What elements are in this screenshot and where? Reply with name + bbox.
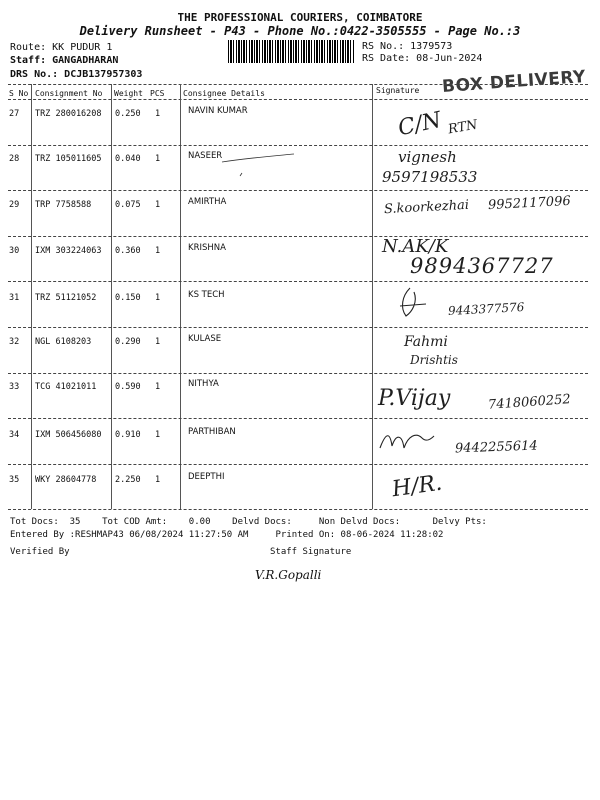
column-divider (180, 84, 181, 509)
table-header-rule (8, 99, 588, 100)
row-pcs: 1 (155, 337, 161, 347)
company-name: THE PROFESSIONAL COURIERS, COIMBATORE (177, 11, 423, 24)
totals-line: Tot Docs: 35 Tot COD Amt: 0.00 Delvd Docs: Non Delvd Docs: Delvy Pts: (10, 517, 487, 527)
row-signature: Fahmi (404, 334, 448, 350)
row-sno: 29 (9, 200, 20, 210)
column-divider (372, 84, 373, 509)
verified-by-label: Verified By (10, 547, 70, 557)
row-sno: 32 (9, 337, 20, 347)
row-pcs: 1 (155, 109, 161, 119)
row-sno: 28 (9, 154, 20, 164)
row-weight: 0.150 (115, 293, 141, 303)
row-signature-phone: 7418060252 (487, 392, 572, 413)
rs-date: RS Date: 08-Jun-2024 (362, 53, 483, 64)
row-signature-note: RTN (446, 117, 479, 138)
row-consignment: NGL 6108203 (35, 337, 92, 347)
row-consignment: TRP 7758588 (35, 200, 92, 210)
row-consignee: KS TECH (188, 290, 225, 300)
staff-label: Staff: GANGADHARAN (10, 55, 119, 66)
row-separator (8, 327, 588, 328)
row-consignee: NITHYA (188, 379, 219, 389)
row-weight: 2.250 (115, 475, 141, 485)
row-weight: 0.360 (115, 246, 141, 256)
box-delivery-stamp: BOX DELIVERY (441, 67, 587, 97)
row-separator (8, 145, 588, 146)
signature-scribble (376, 426, 436, 456)
row-sno: 31 (9, 293, 20, 303)
pen-scribble (218, 150, 298, 180)
row-sno: 34 (9, 430, 20, 440)
row-sno: 35 (9, 475, 20, 485)
column-divider (111, 84, 112, 509)
row-consignee: KRISHNA (188, 243, 226, 253)
row-consignment: IXM 303224063 (35, 246, 102, 256)
col-header-weight: Weight (114, 89, 143, 98)
row-weight: 0.590 (115, 382, 141, 392)
row-consignee: NASEER (188, 151, 223, 161)
col-header-sno: S No (9, 89, 29, 98)
row-pcs: 1 (155, 293, 161, 303)
row-pcs: 1 (155, 430, 161, 440)
row-consignee: KULASE (188, 334, 222, 344)
row-signature: P.Vijay (378, 386, 451, 411)
col-header-pcs: PCS (150, 89, 165, 98)
row-sno: 30 (9, 246, 20, 256)
row-consignee: NAVIN KUMAR (188, 106, 248, 116)
row-weight: 0.910 (115, 430, 141, 440)
col-header-consignment: Consignment No (35, 89, 103, 98)
row-consignment: TRZ 105011605 (35, 154, 102, 164)
runsheet-title: Delivery Runsheet - P43 - Phone No.:0422-3505555 - Page No.:3 (79, 24, 521, 38)
row-consignee: PARTHIBAN (188, 427, 236, 437)
row-separator (8, 190, 588, 191)
row-separator (8, 464, 588, 465)
row-consignee: AMIRTHA (188, 197, 227, 207)
row-signature: N.AK/K (382, 236, 449, 257)
row-pcs: 1 (155, 246, 161, 256)
row-signature-phone: 9952117096 (487, 193, 572, 214)
rs-number: RS No.: 1379573 (362, 41, 453, 52)
drs-number: DRS No.: DCJB137957303 (10, 69, 143, 80)
row-signature: C/N (395, 107, 444, 142)
row-signature-phone: 9443377576 (447, 300, 525, 318)
route-label: Route: KK PUDUR 1 (10, 42, 113, 53)
staff-signature: V.R.Gopalli (255, 568, 322, 582)
row-signature: H/R. (390, 470, 444, 503)
row-weight: 0.250 (115, 109, 141, 119)
row-consignment: TCG 41021011 (35, 382, 97, 392)
row-signature: S.koorkezhai (383, 197, 470, 218)
row-pcs: 1 (155, 200, 161, 210)
col-header-signature: Signature (376, 86, 420, 95)
row-sno: 27 (9, 109, 20, 119)
row-consignment: WKY 28604778 (35, 475, 97, 485)
entered-by-line: Entered By :RESHMAP43 06/08/2024 11:27:50 AM Printed On: 08-06-2024 11:28:02 (10, 530, 444, 540)
row-separator (8, 418, 588, 419)
row-sno: 33 (9, 382, 20, 392)
col-header-consignee: Consignee Details (183, 89, 265, 98)
barcode-image (228, 40, 355, 63)
row-separator (8, 281, 588, 282)
row-weight: 0.040 (115, 154, 141, 164)
row-separator (8, 236, 588, 237)
row-signature: vignesh (398, 148, 457, 166)
table-top-rule (8, 84, 588, 85)
row-weight: 0.290 (115, 337, 141, 347)
row-pcs: 1 (155, 475, 161, 485)
staff-signature-label: Staff Signature (270, 547, 352, 557)
row-consignment: TRZ 280016208 (35, 109, 102, 119)
row-consignment: IXM 506456080 (35, 430, 102, 440)
row-pcs: 1 (155, 154, 161, 164)
row-pcs: 1 (155, 382, 161, 392)
signature-scribble (396, 286, 436, 320)
table-bottom-rule (8, 509, 588, 510)
row-signature-phone: 9597198533 (382, 168, 478, 186)
row-separator (8, 373, 588, 374)
row-consignment: TRZ 51121052 (35, 293, 97, 303)
row-signature-phone: 9894367727 (410, 254, 554, 278)
row-weight: 0.075 (115, 200, 141, 210)
row-signature-note: Drishtis (410, 353, 458, 367)
row-signature-phone: 9442255614 (454, 438, 538, 457)
column-divider (31, 84, 32, 509)
row-consignee: DEEPTHI (188, 472, 225, 482)
